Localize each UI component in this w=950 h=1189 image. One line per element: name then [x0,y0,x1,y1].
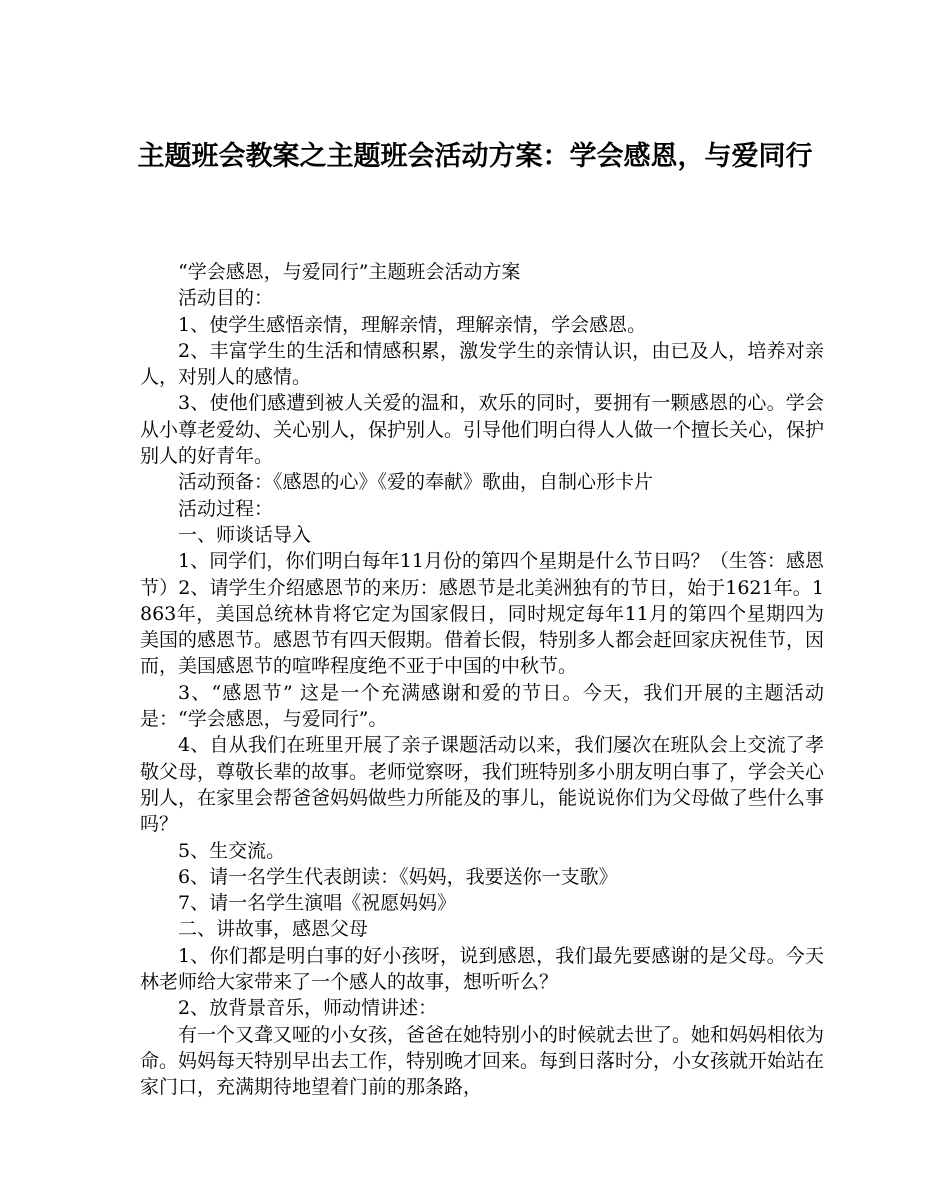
paragraph: 3、使他们感遭到被人关爱的温和，欢乐的同时，要拥有一颗感恩的心。学会从小尊老爱幼、关心别人，保护别人。引导他们明白得人人做一个擅长关心，保护别人的好青年。 [140,392,825,468]
paragraph: 4、自从我们在班里开展了亲子课题活动以来，我们屡次在班队会上交流了孝敬父母，尊敬长辈的故事。老师觉察呀，我们班特别多小朋友明白事了，学会关心别人，在家里会帮爸爸妈妈做些力所能及的事儿，能说说你们为父母做了些什么事吗？ [140,734,825,836]
paragraph: 活动目的： [178,287,274,310]
paragraph: “学会感恩，与爱同行”主题班会活动方案 [178,261,521,283]
paragraph: 3、“感恩节” 这是一个充满感谢和爱的节日。今天，我们开展的主题活动是：“学会感恩，与爱同行”。 [140,681,824,731]
paragraph: 6、请一名学生代表朗读：《妈妈，我要送你一支歌》 [178,865,618,888]
paragraph: 2、放背景音乐，师动情讲述： [178,997,438,1020]
paragraph: 1、使学生感悟亲情，理解亲情，理解亲情，学会感恩。 [178,313,647,336]
paragraph: 活动过程： [178,497,274,520]
paragraph: 活动预备：《感恩的心》《爱的奉献》歌曲，自制心形卡片 [178,471,654,494]
paragraph: 7、请一名学生演唱《祝愿妈妈》 [178,892,457,915]
paragraph: 5、生交流。 [178,839,286,862]
paragraph: 1、你们都是明白事的好小孩呀，说到感恩，我们最先要感谢的是父母。今天林老师给大家带来了一个感人的故事，想听听么？ [140,944,824,994]
document-body [140,259,824,1101]
paragraph: 有一个又聋又哑的小女孩，爸爸在她特别小的时候就去世了。她和妈妈相依为命。妈妈每天特别早出去工作，特别晚才回来。每到日落时分，小女孩就开始站在家门口，充满期待地望着门前的那条路， [140,1023,825,1099]
paragraph: 1、同学们，你们明白每年11月份的第四个星期是什么节日吗？（生答：感恩节）2、请学生介绍感恩节的来历：感恩节是北美洲独有的节日，始于1621年。1863年，美国总统林肯将它定为国家假日，同时规定每年11月的第四个星期四为美国的感恩节。感恩节有四天假期。借着长假，特别多人都会赶回家庆祝佳节，因而，美国感恩节的喧哗程度绝不亚于中国的中秋节。 [140,550,825,678]
document-title: 主题班会教案之主题班会活动方案：学会感恩，与爱同行 [137,141,813,172]
paragraph: 二、讲故事，感恩父母 [178,918,369,941]
paragraph: 2、丰富学生的生活和情感积累，激发学生的亲情认识，由已及人，培养对亲人，对别人的感情。 [140,339,824,389]
paragraph: 一、师谈话导入 [178,523,312,546]
